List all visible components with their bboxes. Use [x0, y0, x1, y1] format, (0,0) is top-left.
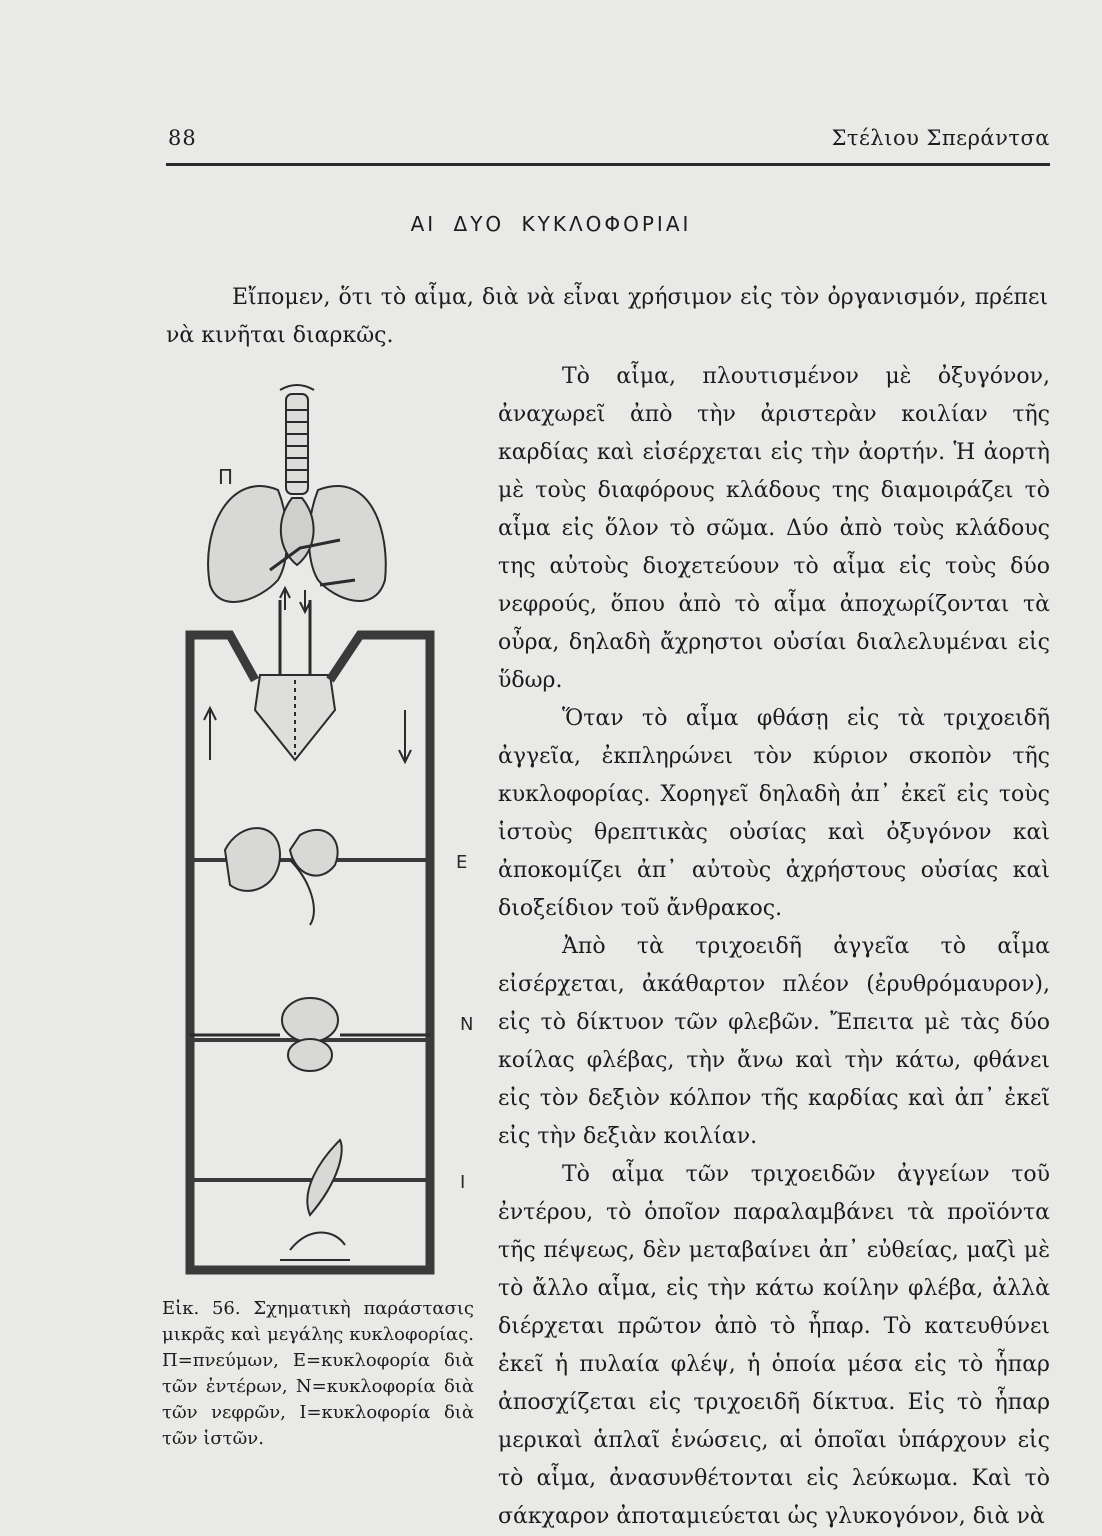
tissue-drawing — [280, 1140, 350, 1260]
intestine-drawing — [225, 828, 338, 925]
label-tissues: Ι — [460, 1172, 466, 1193]
label-intestine: Ε — [456, 852, 468, 873]
kidneys-drawing — [190, 998, 430, 1071]
intro-paragraph: Εἴπομεν, ὅτι τὸ αἷμα, διὰ νὰ εἶναι χρήσιμον εἰς τὸν ὀργανισμόν, πρέπει νὰ κινῆται διαρκῶς. — [166, 285, 1048, 348]
paragraph-liver: Τὸ αἷμα τῶν τριχοειδῶν ἀγγείων τοῦ ἐντέρου, τὸ ὁποῖον παραλαμβάνει τὰ προϊόντα τῆς πέψεως, δὲν μεταβαίνει ἀπ᾽ εὐθείας, μαζὶ μὲ τὸ ἄλλο αἷμα, εἰς τὴν κάτω κοίλην φλέβα, ἀλλὰ διέρχεται πρῶτον ἀπὸ τὸ ἧπαρ. Τὸ κατευθύνει ἐκεῖ ἡ πυλαία φλέψ, ἡ ὁποία μέσα εἰς τὸ ἧπαρ ἀποσχίζεται εἰς τριχοειδῆ δίκτυα. Εἰς τὸ ἧπαρ μερικαὶ ἁπλαῖ ἑνώσεις, αἱ ὁποῖαι ὑπάρχουν εἰς τὸ αἷμα, ἀνασυνθέτονται εἰς λεύκωμα. Καὶ τὸ σάκχαρον ἀποταμιεύεται ὡς γλυκογόνον, διὰ νὰ — [498, 1162, 1050, 1529]
paragraph-aorta: Τὸ αἷμα, πλουτισμένον μὲ ὀξυγόνον, ἀναχωρεῖ ἀπὸ τὴν ἀριστερὰν κοιλίαν τῆς καρδίας καὶ εἰσέρχεται εἰς τὴν ἀορτήν. Ἡ ἀορτὴ μὲ τοὺς διαφόρους κλάδους της διαμοιράζει τὸ αἷμα εἰς ὅλον τὸ σῶμα. Δύο ἀπὸ τοὺς κλάδους της αὐτοὺς διοχετεύουν τὸ αἷμα εἰς τοὺς δύο νεφρούς, ὅπου ἀπὸ τὸ αἷμα ἀποχωρίζονται τὰ οὖρα, δηλαδὴ ἄχρηστοι οὐσίαι διαλελυμέναι εἰς ὕδωρ. — [498, 364, 1050, 693]
trachea-drawing — [280, 385, 314, 494]
main-text-column — [498, 358, 1050, 1536]
running-head: Στέλιου Σπεράντσα — [831, 126, 1050, 150]
circulation-diagram — [170, 380, 480, 1280]
figure-caption: Εἰκ. 56. Σχηματικὴ παράστασις μικρᾶς καὶ μεγάλης κυκλοφορίας. Π=πνεύμων, Ε=κυκλοφορία διὰ τῶν ἐντέρων, Ν=κυκλοφορία διὰ τῶν νεφρῶν, Ι=κυκλοφορία διὰ τῶν ἱστῶν. — [162, 1298, 474, 1449]
chapter-title: ΑΙ ΔΥΟ ΚΥΚΛΟΦΟΡΙΑΙ — [410, 212, 692, 236]
paragraph-capillaries: Ὅταν τὸ αἷμα φθάσῃ εἰς τὰ τριχοειδῆ ἀγγεῖα, ἐκπληρώνει τὸν κύριον σκοπὸν τῆς κυκλοφορίας. Χορηγεῖ δηλαδὴ ἀπ᾽ ἐκεῖ εἰς τοὺς ἱστοὺς θρεπτικὰς οὐσίας καὶ ὀξυγόνον καὶ ἀποκομίζει ἀπ᾽ αὐτοὺς ἀχρήστους οὐσίας καὶ διοξείδιον τοῦ ἄνθρακος. — [498, 706, 1050, 921]
heart-drawing — [255, 675, 335, 760]
label-lungs: Π — [218, 465, 234, 489]
label-kidneys: Ν — [460, 1014, 474, 1035]
page-number: 88 — [168, 126, 197, 150]
paragraph-veins: Ἀπὸ τὰ τριχοειδῆ ἀγγεῖα τὸ αἷμα εἰσέρχεται, ἀκάθαρτον πλέον (ἐρυθρόμαυρον), εἰς τὸ δίκτυον τῶν φλεβῶν. Ἔπειτα μὲ τὰς δύο κοίλας φλέβας, τὴν ἄνω καὶ τὴν κάτω, φθάνει εἰς τὸν δεξιὸν κόλπον τῆς καρδίας καὶ ἀπ᾽ ἐκεῖ εἰς τὴν δεξιὰν κοιλίαν. — [498, 934, 1050, 1149]
header-rule — [166, 163, 1050, 166]
lungs-drawing — [208, 486, 386, 602]
